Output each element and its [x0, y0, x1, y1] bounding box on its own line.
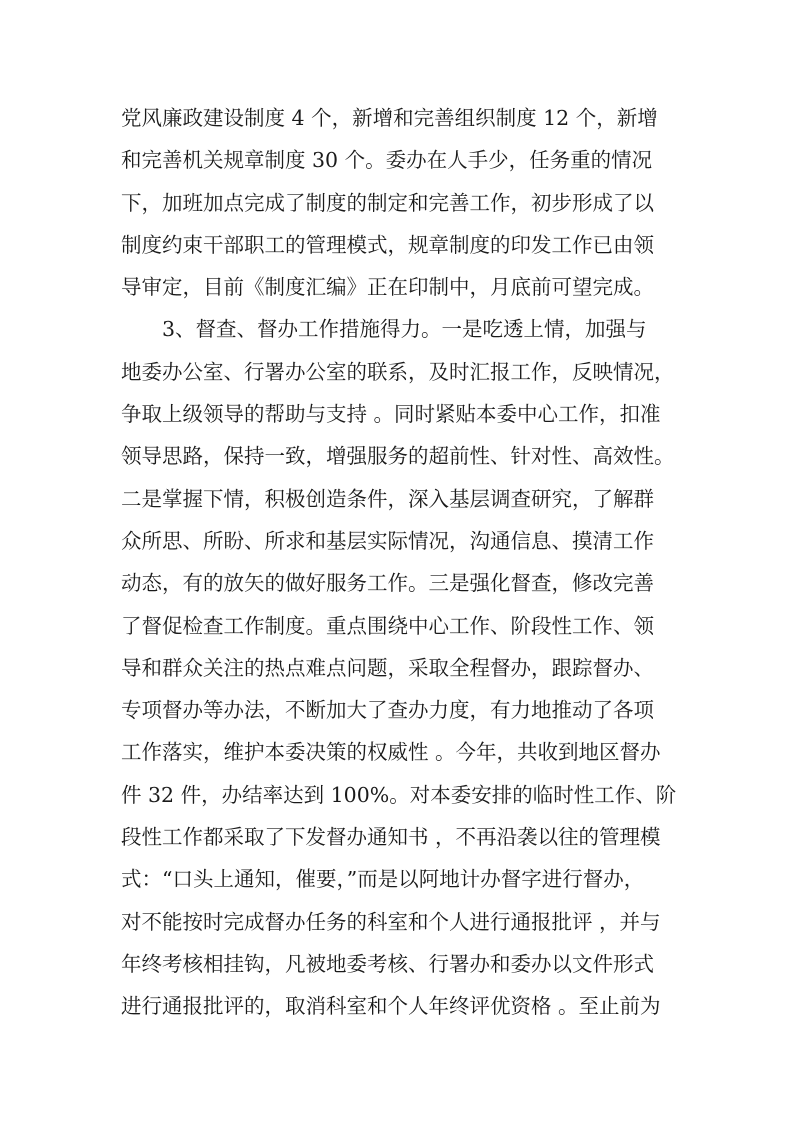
text-line: 年终考核相挂钩，凡被地委考核、行署办和委办以文件形式: [121, 951, 654, 976]
text-line: 动态，有的放矢的做好服务工作。三是强化督查，修改完善: [121, 571, 654, 596]
text-line: 进行通报批评的，取消科室和个人年终评优资格 。至止前为: [121, 994, 661, 1019]
text-line: 专项督办等办法，不断加大了查办力度，有力地推动了各项: [121, 698, 654, 723]
text-line: 争取上级领导的帮助与支持 。同时紧贴本委中心工作，扣准: [121, 402, 661, 427]
text-line: 二是掌握下情，积极创造条件，深入基层调查研究，了解群: [121, 486, 654, 511]
text-line: 了督促检查工作制度。重点围绕中心工作、阶段性工作、领: [121, 613, 654, 638]
text-line: 对不能按时完成督办任务的科室和个人进行通报批评 ，并与: [121, 909, 661, 934]
text-line: 下，加班加点完成了制度的制定和完善工作，初步形成了以: [121, 190, 654, 215]
text-line: 导审定，目前《制度汇编》正在印制中，月底前可望完成。: [121, 275, 654, 300]
text-line: 件 32 件，办结率达到 100%。对本委安排的临时性工作、阶: [121, 782, 677, 807]
section-heading-line: 3、督查、督办工作措施得力。一是吃透上情，加强与: [162, 317, 647, 342]
text-line: 党风廉政建设制度 4 个，新增和完善组织制度 12 个，新增: [121, 106, 658, 130]
text-line: 和完善机关规章制度 30 个。委办在人手少，任务重的情况: [121, 148, 653, 173]
text-line: 领导思路，保持一致，增强服务的超前性、针对性、高效性。: [121, 444, 675, 469]
text-line: 制度约束干部职工的管理模式，规章制度的印发工作已由领: [121, 232, 654, 257]
text-line: 式：“口头上通知，催要，”而是以阿地计办督字进行督办，: [121, 867, 645, 892]
text-line: 地委办公室、行署办公室的联系，及时汇报工作，反映情况，: [121, 359, 675, 384]
text-line: 工作落实，维护本委决策的权威性 。今年，共收到地区督办: [121, 740, 661, 765]
text-line: 段性工作都采取了下发督办通知书 ，不再沿袭以往的管理模: [121, 825, 661, 850]
text-line: 导和群众关注的热点难点问题，采取全程督办，跟踪督办、: [121, 655, 654, 680]
body-text: [121, 97, 701, 1028]
text-line: 众所思、所盼、所求和基层实际情况，沟通信息、摸清工作: [121, 528, 654, 553]
